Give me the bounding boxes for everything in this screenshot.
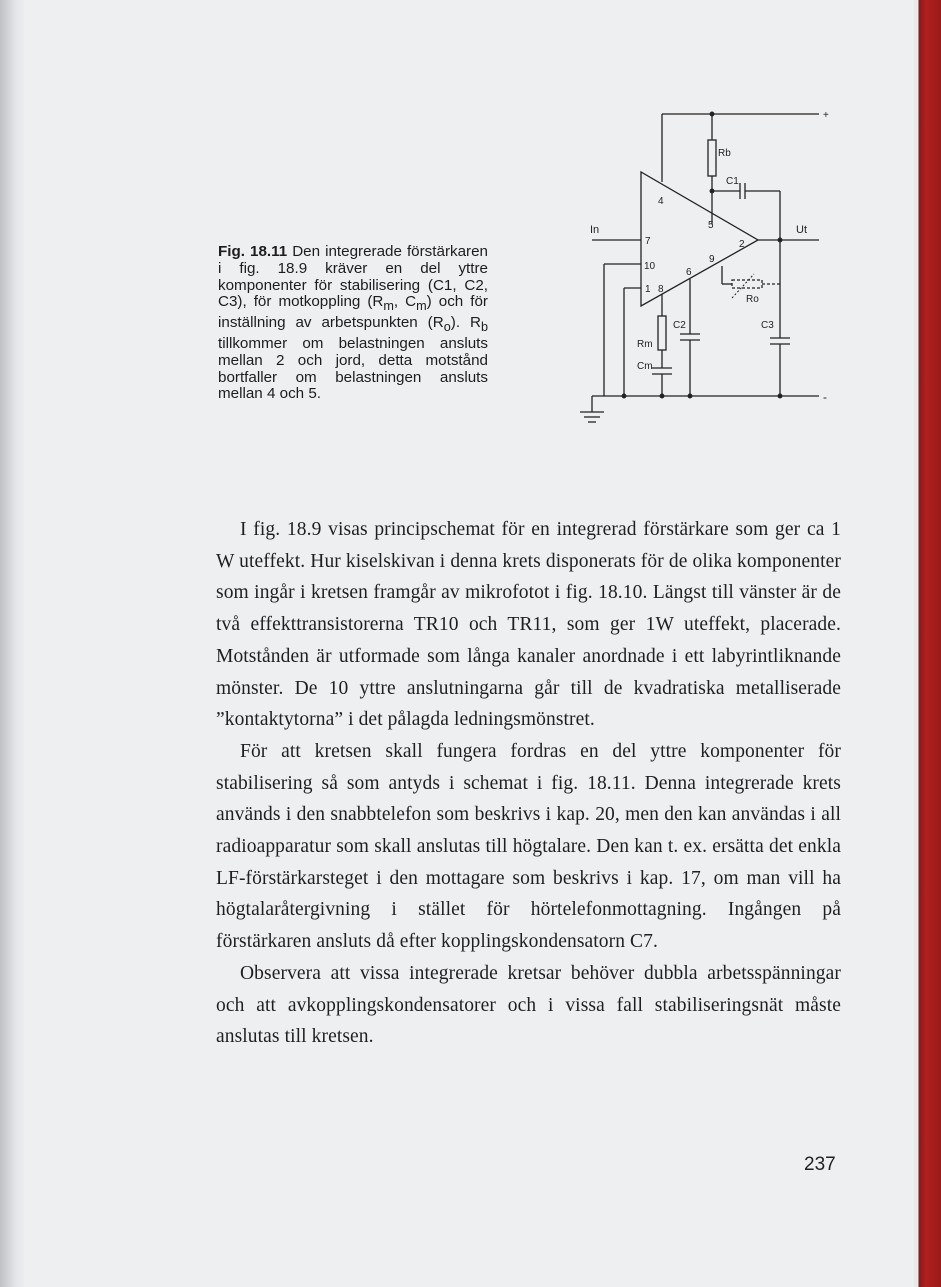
figure-caption bbox=[218, 244, 488, 403]
pin-8: 8 bbox=[658, 284, 664, 295]
label-ro: Ro bbox=[746, 294, 759, 305]
caption-sub: m bbox=[383, 299, 394, 314]
junction bbox=[778, 394, 782, 398]
label-minus: - bbox=[823, 390, 827, 404]
resistor-ro bbox=[732, 280, 762, 288]
paragraph: I fig. 18.9 visas principschemat för en integrerad förstärkare som ger ca 1 W uteffekt. Hur kiselskivan i denna krets disponerats för de olika komponenter som ingår i kretsen framgår av mikrofotot i fig. 18.10. Längst till vänster är de två effekttransistorerna TR10 och TR11, som ger 1W uteffekt, placerade. Motstånden är utformade som långa kanaler anordnade i ett labyrintliknande mönster. De 10 yttre anslutningarna går till de kvadratiska metalliserade ”kontaktytorna” i det pålagda ledningsmönstret. bbox=[216, 519, 841, 731]
pin-4: 4 bbox=[658, 196, 664, 207]
caption-sub: m bbox=[416, 299, 427, 314]
caption-sub: b bbox=[480, 320, 489, 335]
label-rm: Rm bbox=[637, 339, 653, 350]
label-c1: C1 bbox=[726, 176, 739, 187]
pin-7: 7 bbox=[645, 236, 651, 247]
caption-text: , C bbox=[393, 293, 417, 311]
junction bbox=[660, 394, 664, 398]
label-c2: C2 bbox=[673, 320, 686, 331]
pin-9: 9 bbox=[709, 254, 715, 265]
page-number: 237 bbox=[804, 1154, 836, 1175]
label-out: Ut bbox=[796, 224, 807, 236]
body-text bbox=[216, 514, 841, 1053]
junction bbox=[710, 112, 714, 116]
pin-2: 2 bbox=[739, 239, 745, 250]
label-plus: + bbox=[823, 110, 829, 121]
label-cm: Cm bbox=[637, 361, 653, 372]
caption-text: ). R bbox=[450, 314, 481, 332]
caption-sub: o bbox=[443, 320, 451, 335]
caption-text: ) och för inställning av arbetspunkten (R bbox=[218, 293, 488, 332]
book-cover-edge bbox=[914, 0, 941, 1287]
label-rb: Rb bbox=[718, 148, 731, 159]
caption-text: Den integrerade förstärkaren i fig. 18.9 kräver en del yttre komponenter för stabilisering (C1, C2, C3), för motkoppling (R bbox=[218, 243, 488, 311]
amplifier-schematic bbox=[574, 104, 834, 434]
figure-label: Fig. 18.11 bbox=[218, 243, 288, 260]
caption-text: tillkommer om belastningen ansluts mellan 2 och jord, detta motstånd bortfaller om belastningen ansluts mellan 4 och 5. bbox=[218, 335, 488, 403]
paragraph: För att kretsen skall fungera fordras en del yttre komponenter för stabilisering så som antyds i schemat i fig. 18.11. Denna integrerade krets används i den snabbtelefon som beskrivs i kap. 20, men den kan användas i all radioapparatur som skall anslutas till högtalare. Den kan t. ex. ersätta det enkla LF-förstärkarsteget i den mottagare som beskrivs i kap. 17, om man vill ha högtalaråtergivning i stället för hörtelefonmottagning. Ingången på förstärkaren ansluts då efter kopplingskondensatorn C7. bbox=[216, 740, 841, 953]
label-c3: C3 bbox=[761, 320, 774, 331]
pin-1: 1 bbox=[645, 284, 651, 295]
paragraph: Observera att vissa integrerade kretsar behöver dubbla arbetsspänningar och att avkopplingskondensatorer och i vissa fall stabiliseringsnät måste anslutas till kretsen. bbox=[216, 962, 841, 1048]
junction bbox=[710, 189, 714, 193]
junction bbox=[688, 394, 692, 398]
resistor-rb bbox=[708, 140, 716, 176]
pin-6: 6 bbox=[686, 267, 692, 278]
pin-5: 5 bbox=[708, 220, 714, 231]
pin-10: 10 bbox=[644, 261, 656, 272]
label-in: In bbox=[590, 224, 600, 236]
junction bbox=[622, 394, 626, 398]
resistor-rm bbox=[658, 316, 666, 350]
